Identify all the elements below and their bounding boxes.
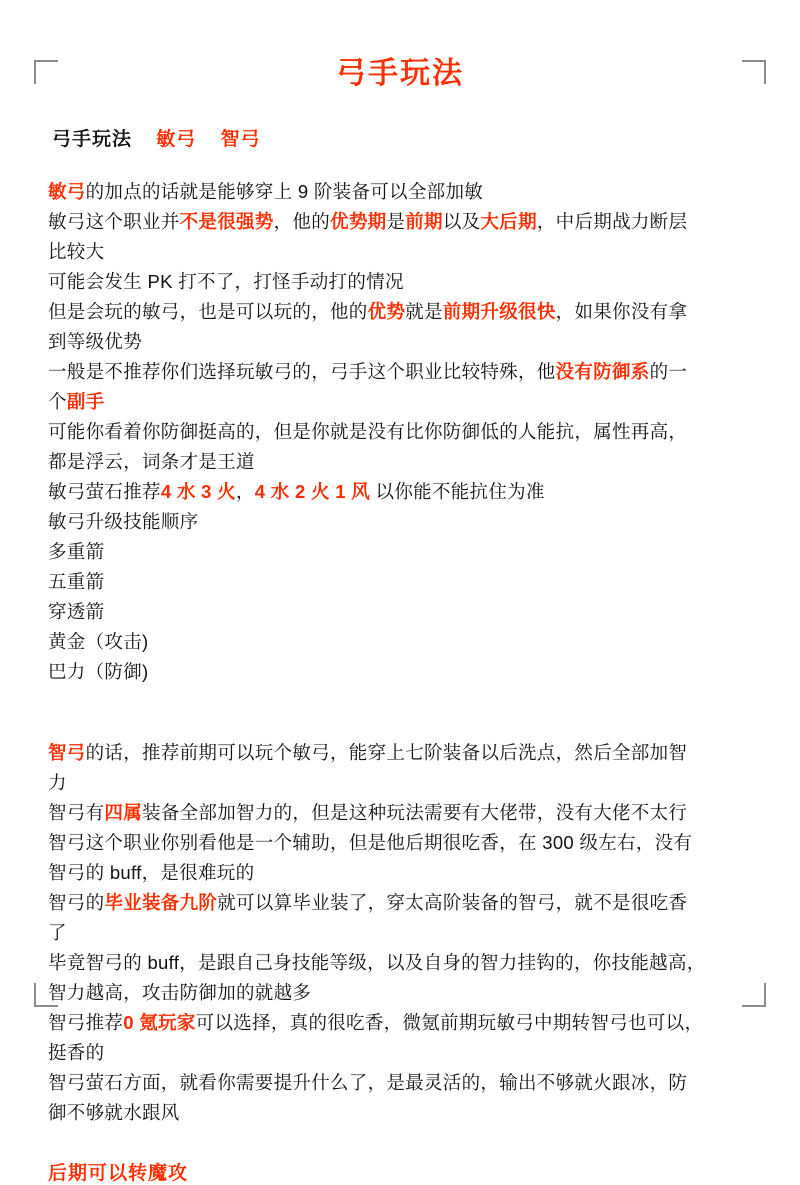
highlight-text: 前期升级很快 bbox=[442, 300, 556, 322]
body-text: 智弓的 buff，是很难玩的 bbox=[48, 862, 255, 884]
section-divider bbox=[40, 686, 760, 712]
highlight-text: 大后期 bbox=[480, 210, 537, 232]
body-text: 可以选择，真的很吃香，微氪前期玩敏弓中期转智弓也可以， bbox=[195, 1012, 704, 1034]
text-line bbox=[48, 1068, 760, 1098]
body-text: 毕竟智弓的 buff，是跟自己身技能等级，以及自身的智力挂钩的，你技能越高， bbox=[48, 952, 706, 974]
text-line bbox=[48, 768, 760, 798]
text-line bbox=[48, 918, 760, 948]
text-line bbox=[48, 858, 760, 888]
body-text: 穿透箭 bbox=[48, 600, 105, 622]
body-text: 智弓的 bbox=[48, 892, 105, 914]
crop-mark-top-left bbox=[34, 60, 58, 84]
text-line bbox=[48, 597, 760, 627]
body-text: 智弓这个职业你别看他是一个辅助，但是他后期很吃香，在 300 级左右，没有 bbox=[48, 832, 693, 854]
text-line bbox=[48, 237, 760, 267]
highlight-text: 前期 bbox=[405, 210, 443, 232]
body-text: 到等级优势 bbox=[48, 330, 143, 352]
body-text: 可能会发生 PK 打不了，打怪手动打的情况 bbox=[48, 270, 404, 292]
text-line bbox=[48, 828, 760, 858]
text-line bbox=[48, 477, 760, 507]
body-text: 敏弓萤石推荐 bbox=[48, 480, 161, 502]
body-text: ， bbox=[235, 480, 255, 502]
document-page bbox=[0, 38, 800, 1185]
body-text: 巴力（防御) bbox=[48, 660, 149, 682]
body-text: 就是 bbox=[405, 300, 443, 322]
text-line bbox=[48, 948, 760, 978]
text-line bbox=[48, 657, 760, 687]
text-line bbox=[48, 417, 760, 447]
text-line bbox=[48, 447, 760, 477]
text-line bbox=[48, 978, 760, 1008]
body-text: 黄金（攻击) bbox=[48, 630, 149, 652]
body-text: 就可以算毕业装了，穿太高阶装备的智弓，就不是很吃香 bbox=[217, 892, 688, 914]
body-text: 以及 bbox=[442, 210, 481, 232]
text-line bbox=[48, 207, 760, 237]
body-text: 都是浮云，词条才是王道 bbox=[48, 450, 255, 472]
page-title: 弓手玩法 bbox=[336, 57, 464, 90]
body-text: 力 bbox=[48, 772, 67, 794]
highlight-text: 4 水 3 火 bbox=[160, 480, 236, 502]
body-text: 是 bbox=[386, 210, 406, 232]
body-text: 智弓有 bbox=[48, 802, 105, 824]
body-text: 可能你看着你防御挺高的，但是你就是没有比你防御低的人能抗，属性再高， bbox=[48, 420, 688, 442]
body-text: 但是会玩的敏弓，也是可以玩的，他的 bbox=[48, 300, 368, 322]
body-text: 敏弓升级技能顺序 bbox=[48, 510, 199, 532]
text-line bbox=[48, 537, 760, 567]
body-text: 了 bbox=[48, 922, 67, 944]
heading-row bbox=[52, 124, 760, 151]
text-line bbox=[48, 387, 760, 417]
heading-item-0: 弓手玩法 bbox=[52, 129, 133, 150]
body-text: 装备全部加智力的，但是这种玩法需要有大佬带，没有大佬不太行 bbox=[142, 802, 688, 824]
body-text: 智弓萤石方面，就看你需要提升什么了，是最灵活的，输出不够就火跟冰，防 bbox=[48, 1072, 688, 1094]
body-text: 智力越高，攻击防御加的就越多 bbox=[48, 982, 312, 1004]
highlight-text: 没有防御系 bbox=[555, 360, 650, 382]
section-min-bow bbox=[48, 177, 760, 686]
text-line bbox=[48, 297, 760, 327]
section-int-bow bbox=[48, 738, 760, 1128]
body-text: ，中后期战力断层 bbox=[536, 210, 688, 232]
highlight-text: 4 水 2 火 1 风 bbox=[254, 480, 371, 502]
heading-item-2: 智弓 bbox=[220, 129, 261, 150]
body-text: 智弓推荐 bbox=[48, 1012, 124, 1034]
text-line bbox=[48, 1038, 760, 1068]
highlight-text: 0 氪玩家 bbox=[123, 1012, 196, 1034]
footer-note: 后期可以转魔攻 bbox=[48, 1163, 189, 1185]
text-line bbox=[48, 1098, 760, 1128]
text-line bbox=[48, 177, 760, 207]
body-text: 多重箭 bbox=[48, 540, 105, 562]
text-line bbox=[48, 267, 760, 297]
body-text: ，他的 bbox=[273, 210, 331, 232]
body-text: 的话，推荐前期可以玩个敏弓，能穿上七阶装备以后洗点，然后全部加智 bbox=[85, 742, 688, 764]
highlight-text: 四属 bbox=[104, 802, 143, 824]
highlight-text: 不是很强势 bbox=[179, 210, 274, 232]
highlight-text: 优势期 bbox=[330, 210, 387, 232]
text-line bbox=[48, 1008, 760, 1038]
body-text: 敏弓这个职业并 bbox=[48, 210, 180, 232]
body-text: 以你能不能抗住为准 bbox=[370, 480, 545, 502]
highlight-text: 智弓 bbox=[48, 742, 86, 764]
highlight-text: 敏弓 bbox=[48, 181, 86, 202]
text-line bbox=[48, 327, 760, 357]
body-text: 个 bbox=[48, 390, 67, 412]
highlight-text: 毕业装备九阶 bbox=[104, 892, 218, 914]
body-text: 比较大 bbox=[48, 240, 105, 262]
body-text: 挺香的 bbox=[48, 1042, 105, 1064]
highlight-text: 优势 bbox=[367, 300, 406, 322]
text-line bbox=[48, 888, 760, 918]
text-line bbox=[48, 738, 760, 768]
highlight-text: 副手 bbox=[66, 390, 105, 412]
crop-mark-top-right bbox=[742, 60, 766, 84]
heading-item-1: 敏弓 bbox=[156, 129, 197, 150]
body-text: 五重箭 bbox=[48, 570, 105, 592]
text-line bbox=[48, 567, 760, 597]
text-line bbox=[48, 798, 760, 828]
text-line bbox=[48, 627, 760, 657]
body-text: 的加点的话就是能够穿上 9 阶装备可以全部加敏 bbox=[85, 181, 484, 202]
body-text: 的一 bbox=[649, 360, 688, 382]
body-text: ，如果你没有拿 bbox=[555, 300, 688, 322]
body-text: 御不够就水跟风 bbox=[48, 1102, 180, 1124]
body-text: 一般是不推荐你们选择玩敏弓的，弓手这个职业比较特殊，他 bbox=[48, 360, 556, 382]
text-line bbox=[48, 507, 760, 537]
text-line bbox=[48, 357, 760, 387]
